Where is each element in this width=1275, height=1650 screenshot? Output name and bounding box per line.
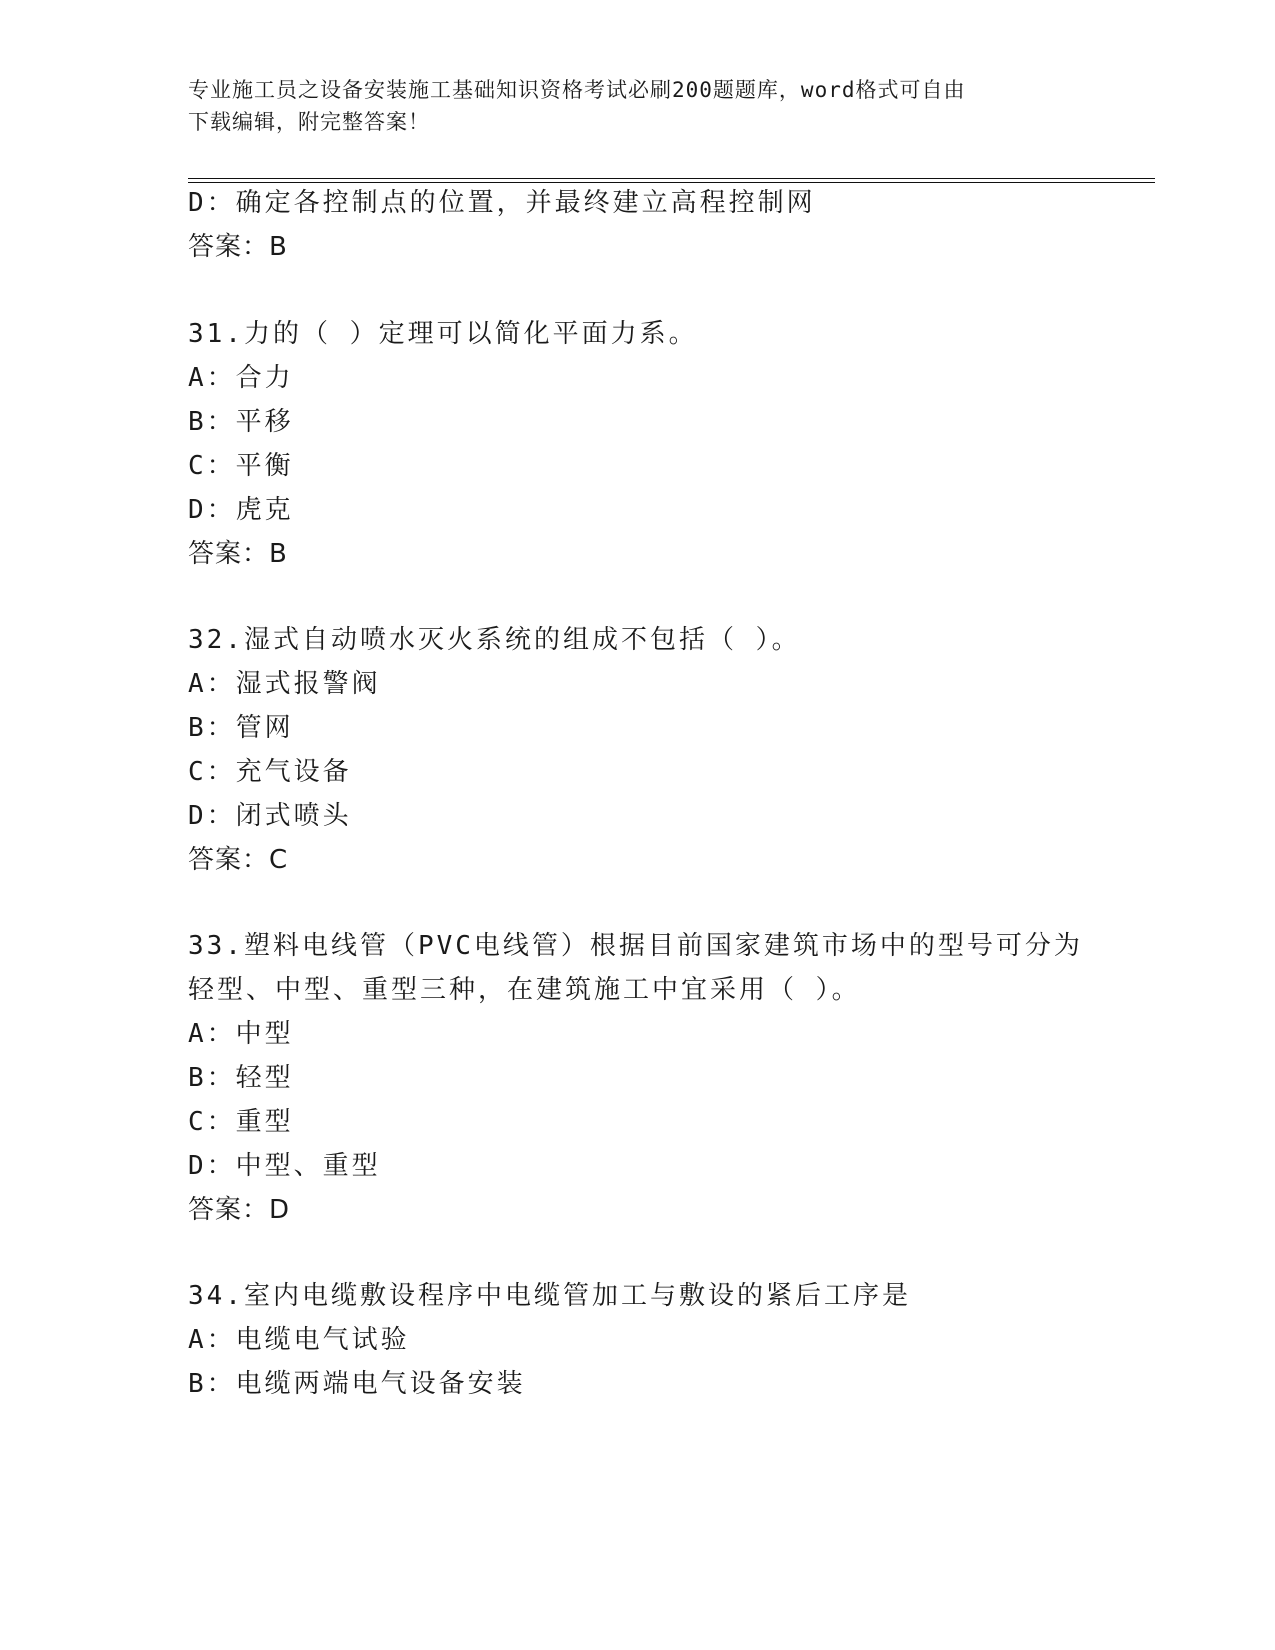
question-32-option-a: A：湿式报警阀 <box>188 669 381 699</box>
question-31-option-d: D：虎克 <box>188 495 294 525</box>
question-33-option-b: B：轻型 <box>188 1063 294 1093</box>
question-33-stem-line-1: 33.塑料电线管（PVC电线管）根据目前国家建筑市场中的型号可分为 <box>188 931 1083 961</box>
header-title-line-1: 专业施工员之设备安装施工基础知识资格考试必刷200题题库，word格式可自由 <box>188 78 966 102</box>
question-34-option-b: B：电缆两端电气设备安装 <box>188 1369 526 1399</box>
header-title-line-2: 下载编辑，附完整答案！ <box>188 110 430 134</box>
question-32-answer: 答案：C <box>188 845 289 875</box>
prev-option-d: D：确定各控制点的位置，并最终建立高程控制网 <box>188 188 816 218</box>
question-31-option-b: B：平移 <box>188 407 294 437</box>
question-33-option-c: C：重型 <box>188 1107 294 1137</box>
question-32-option-d: D：闭式喷头 <box>188 801 352 831</box>
question-33-option-d: D：中型、重型 <box>188 1151 381 1181</box>
question-32-option-c: C：充气设备 <box>188 757 352 787</box>
question-31-option-c: C：平衡 <box>188 451 294 481</box>
document-header <box>188 74 1088 138</box>
prev-answer: 答案：B <box>188 232 288 262</box>
header-divider-top <box>188 178 1155 179</box>
question-33-option-a: A：中型 <box>188 1019 294 1049</box>
question-32-option-b: B：管网 <box>188 713 294 743</box>
question-31-answer: 答案：B <box>188 539 288 569</box>
question-33-stem-line-2: 轻型、中型、重型三种，在建筑施工中宜采用（ ）。 <box>188 975 861 1005</box>
question-33-answer: 答案：D <box>188 1195 291 1225</box>
question-32-stem: 32.湿式自动喷水灭火系统的组成不包括（ ）。 <box>188 625 801 655</box>
question-31-option-a: A：合力 <box>188 363 294 393</box>
question-34-option-a: A：电缆电气试验 <box>188 1325 410 1355</box>
header-divider-bottom <box>188 182 1155 183</box>
question-34-stem: 34.室内电缆敷设程序中电缆管加工与敷设的紧后工序是 <box>188 1281 911 1311</box>
question-31-stem: 31.力的（ ）定理可以简化平面力系。 <box>188 319 698 349</box>
